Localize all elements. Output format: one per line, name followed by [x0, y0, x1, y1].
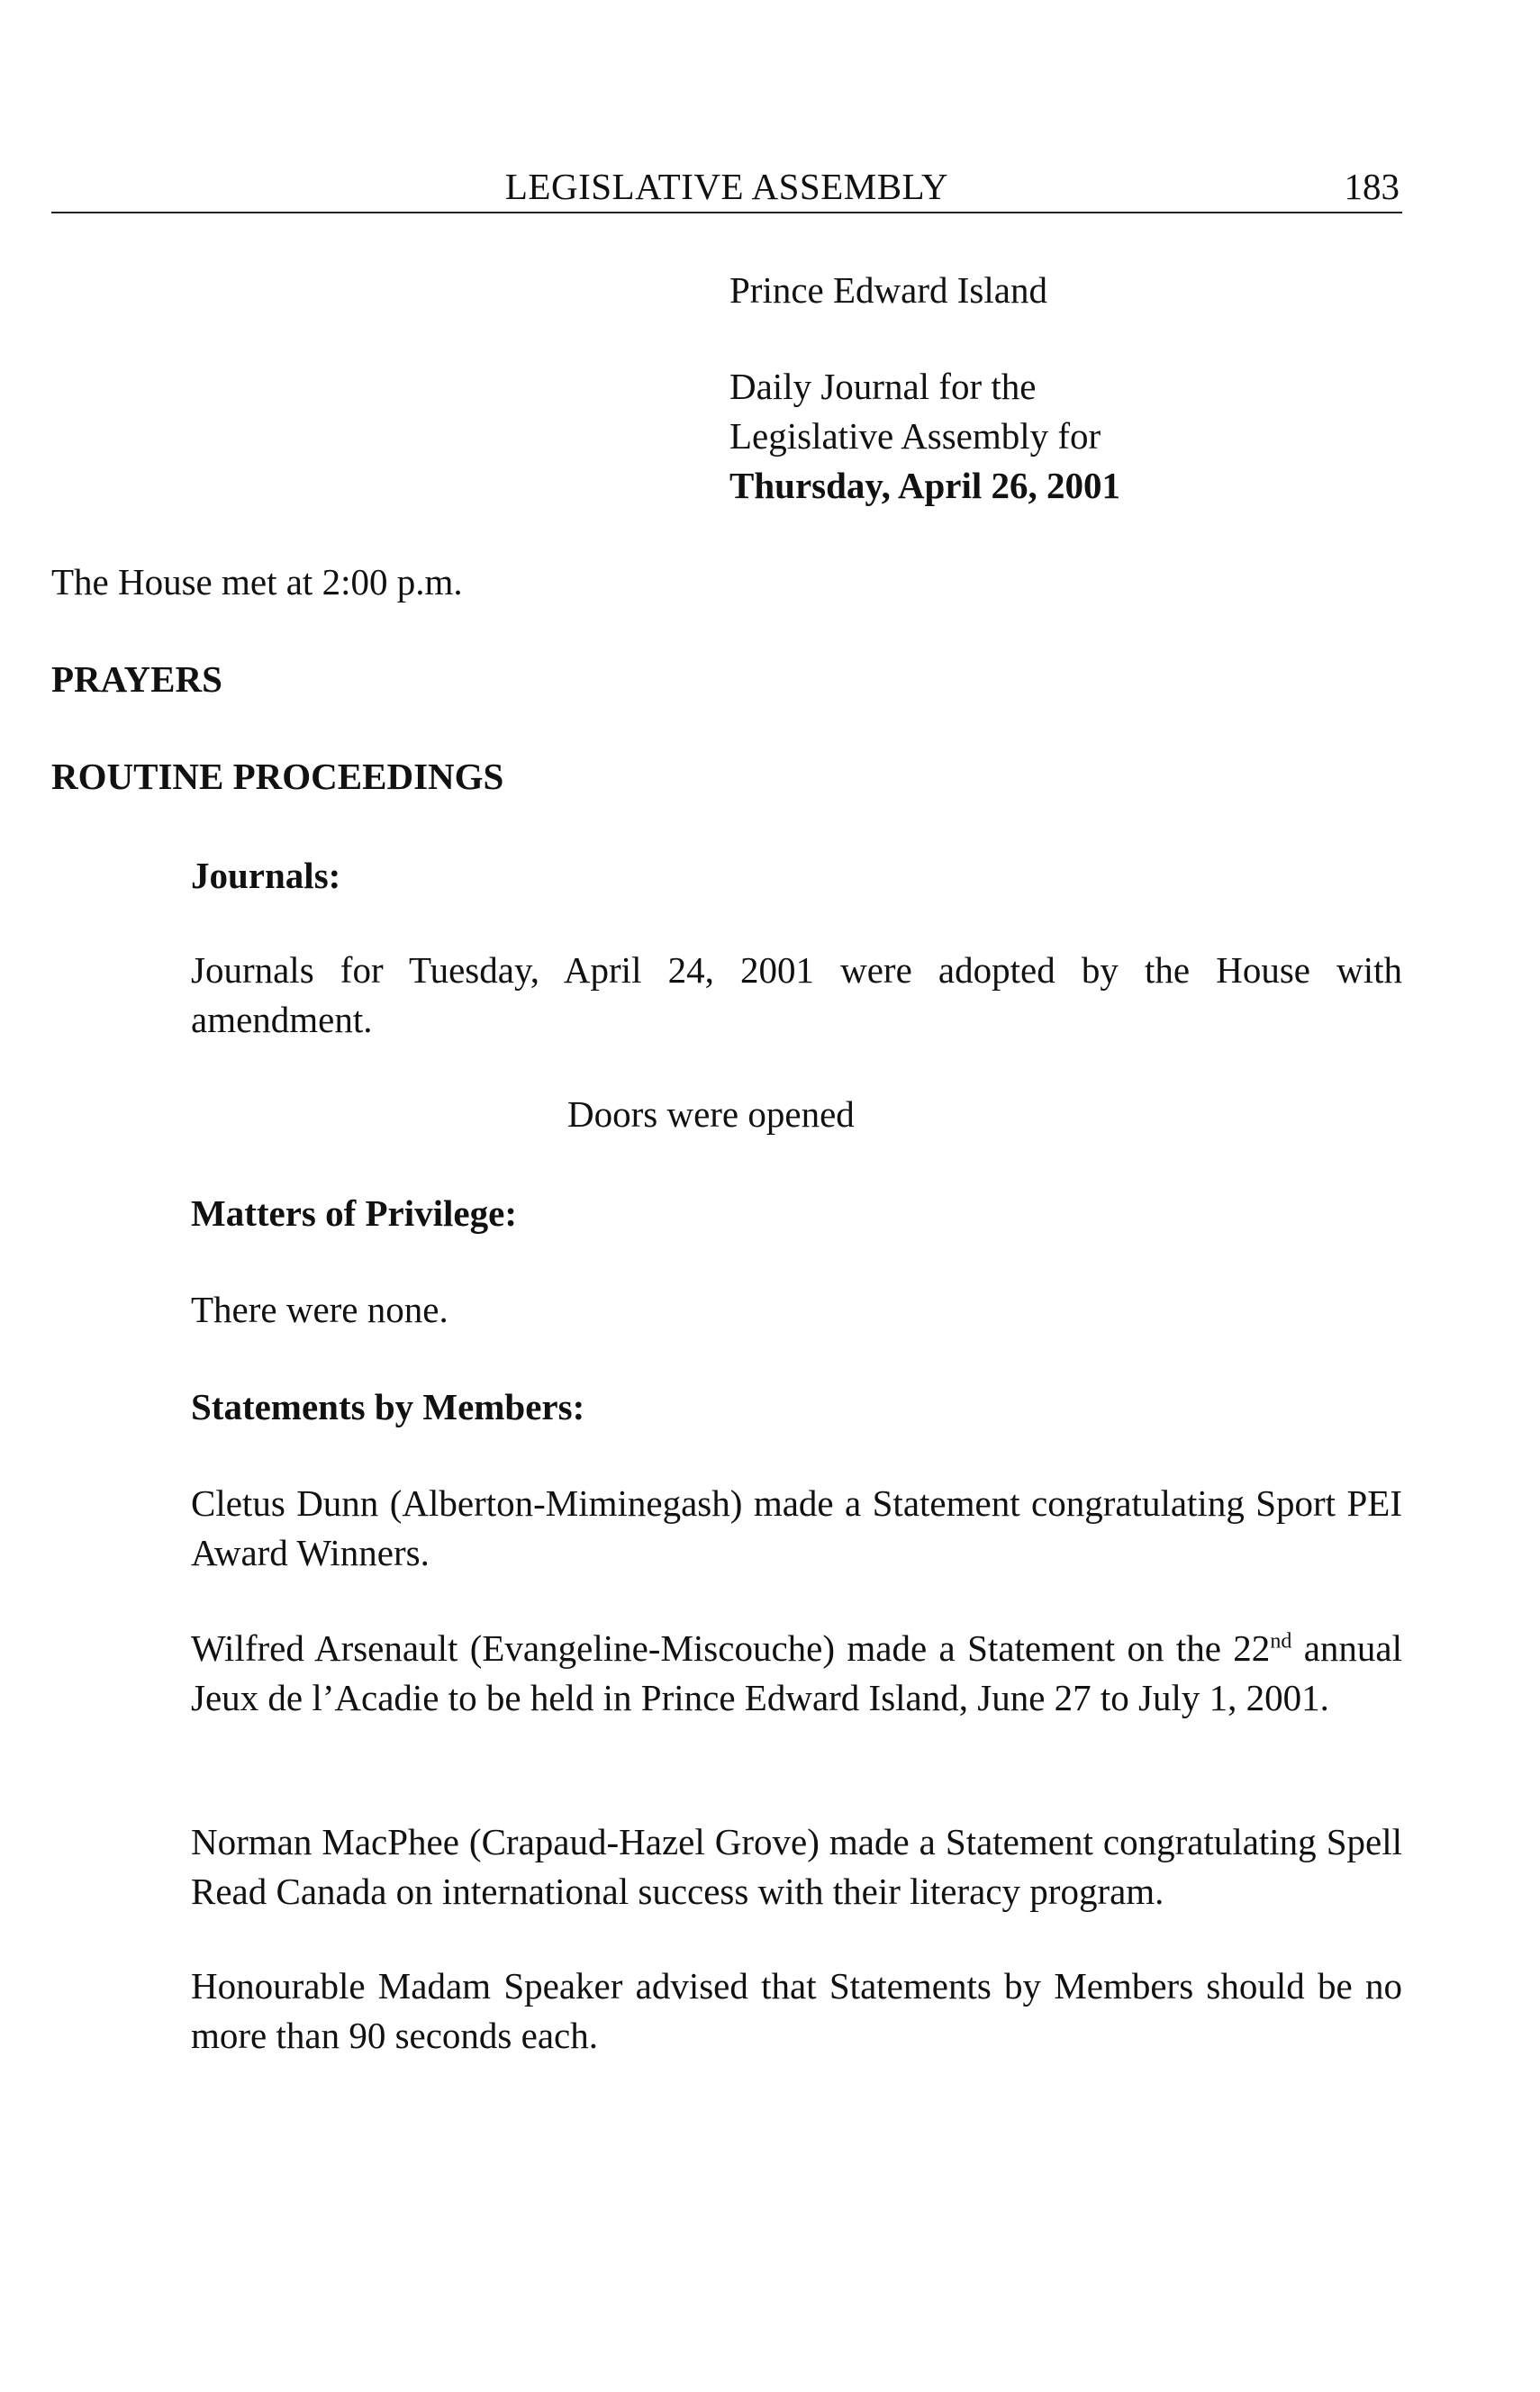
- journal-title-line-2: Legislative Assembly for: [729, 415, 1101, 457]
- statement-text-before: Wilfred Arsenault (Evangeline-Miscouche) made a Statement on the 22: [191, 1627, 1271, 1669]
- prayers-heading: PRAYERS: [51, 658, 222, 700]
- statement-item: Cletus Dunn (Alberton-Miminegash) made a Statement congratulating Sport PEI Award Winners.: [191, 1482, 1402, 1573]
- journals-heading: Journals:: [191, 855, 341, 896]
- statements-heading: Statements by Members:: [191, 1386, 585, 1427]
- header-rule: [51, 212, 1402, 213]
- statement-item: [191, 1624, 1402, 1723]
- title-block: [729, 266, 1396, 511]
- doors-opened-note: Doors were opened: [567, 1093, 855, 1135]
- house-met-line: The House met at 2:00 p.m.: [51, 561, 463, 603]
- statement-item: Honourable Madam Speaker advised that Statements by Members should be no more than 90 seconds each.: [191, 1965, 1402, 2056]
- journal-title-line-1: Daily Journal for the: [729, 366, 1037, 407]
- statement-item: Norman MacPhee (Crapaud-Hazel Grove) made a Statement congratulating Spell Read Canada on international success with their literacy program.: [191, 1821, 1402, 1912]
- privilege-heading: Matters of Privilege:: [191, 1192, 517, 1234]
- province-name: Prince Edward Island: [729, 269, 1047, 311]
- statement-text-after: annual Jeux de l’Acadie to be held in Prince Edward Island, June 27 to July 1, 2001.: [191, 1627, 1402, 1718]
- page-number: 183: [1344, 166, 1400, 207]
- journal-date: Thursday, April 26, 2001: [729, 465, 1121, 506]
- routine-proceedings-heading: ROUTINE PROCEEDINGS: [51, 756, 504, 797]
- running-head-title: LEGISLATIVE ASSEMBLY: [504, 166, 949, 207]
- privilege-text: There were none.: [191, 1289, 448, 1330]
- running-head: [51, 164, 1402, 218]
- ordinal-suffix: nd: [1270, 1629, 1292, 1654]
- journals-text: Journals for Tuesday, April 24, 2001 were adopted by the House with amendment.: [191, 949, 1402, 1040]
